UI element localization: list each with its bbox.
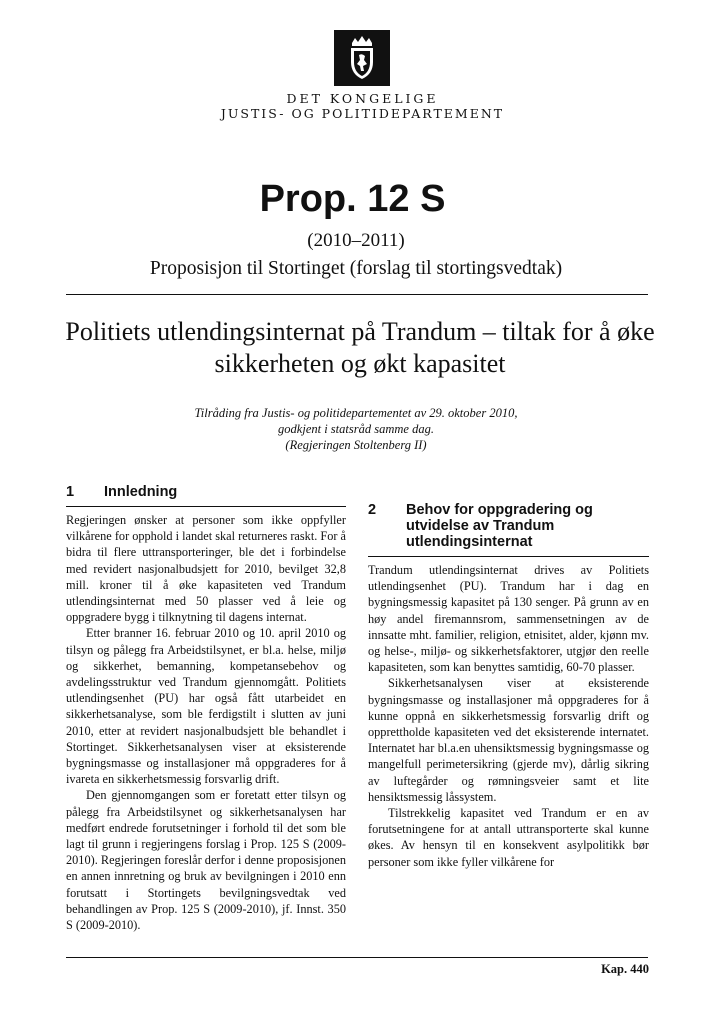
section-2-number: 2 [368,502,377,518]
tilrading-block [0,405,712,453]
tilrading-line2: godkjent i statsråd samme dag. [278,422,434,436]
tilrading-line3: (Regjeringen Stoltenberg II) [285,438,427,452]
department-name-line1: DET KONGELIGE [286,91,439,106]
title-divider [66,294,648,295]
section-1-title: Innledning [104,484,178,500]
section-2-paragraph-1: Trandum utlendingsinternat drives av Politiets utlendingsenhet (PU). Trandum har i dag en bygningsmessig kapasitet på 130 senger. På grunn av en høy andel firemannsrom, sammensetningen av de innsatte mht. familier, religion, etnisitet, alder, kjønn mv. og helse-, miljø- og sikkerhetsfaktorer, utgjør den reelle kapasiteten, som kan benyttes samtidig, 60-70 plasser. [368,563,649,675]
section-2-title: Behov for oppgradering og utvidelse av Trandum utlendingsinternat [406,502,593,550]
section-1-paragraph-3: Den gjennomgangen som er foretatt etter tilsyn og pålegg fra Arbeidstilsynet og sikkerhetsanalysen har medført endrede forutsetninger i forhold til det som ble lagt til grunn i regjeringens forslag i Prop. 125 S (2009-2010). Regjeringen foreslår derfor i denne proposisjonen en annen innretning og bruk av bevilgningen i 2010 enn forutsatt i Stortingets bevilgningsvedtak ved behandlingen av Prop. 125 S (2009-2010), jf. Innst. 350 S (2009-2010). [66,788,346,933]
left-column [66,484,346,933]
section-2-paragraph-2: Sikkerhetsanalysen viser at eksisterende bygningsmasse og installasjoner må oppgraderes for å kunne oppnå en sikkerhetsmessig forsvarlig drift og opprettholde kapasiteten ved det eksisterende internatet. Internatet har bl.a.en uhensiktsmessig bygningsmasse og mangelfull perimetersikring (gjerde mv), dårlig sikring av luftegårder og rømningsveier samt et lite hensiktsmessig låssystem. [368,676,649,804]
section-2-paragraph-3: Tilstrekkelig kapasitet ved Trandum er en av forutsetningene for at antall uttransporterte skal kunne økes. Av hensyn til en konsekvent asylpolitikk bør personer som ikke fyller vilkårene for [368,806,649,869]
section-1-number: 1 [66,484,75,500]
section-1-paragraph-1: Regjeringen ønsker at personer som ikke oppfyller vilkårene for opphold i landet skal returneres raskt. For å bidra til flere uttransporteringer, ble det i forbindelse med revidert nasjonalbudsjett for 2010, bevilget 32,8 mill. kroner til å øke kapasiteten ved Trandum utlendingsinternat med 50 plasser ved å leie og oppgradere bygg i tilknytning til dagens internat. [66,513,347,625]
proposition-year: (2010–2011) [307,230,405,251]
section-2-heading [368,502,649,550]
footer-divider [66,957,648,958]
section-1-rule [66,506,346,507]
chapter-footer: Kap. 440 [601,962,649,976]
right-column [368,484,649,870]
coat-of-arms-icon [334,30,390,86]
proposition-subtitle: Proposisjon til Stortinget (forslag til stortingsvedtak) [149,258,563,279]
department-name-line2: JUSTIS- OG POLITIDEPARTEMENT [220,106,505,121]
section-2-rule [368,556,649,557]
section-1-heading [66,484,346,500]
section-1-paragraph-2: Etter branner 16. februar 2010 og 10. april 2010 og tilsyn og pålegg fra Arbeidstilsynet, er bl.a. helse, miljø og sikkerhet, bemanning, kompetansebehov og avdelingsstruktur ved Trandum gjennomgått. Politiets utlendingsenhet (PU) har også fått utarbeidet en sikkerhetsanalyse, som ble ferdigstilt i slutten av juni 2010, etter at revidert nasjonalbudsjett ble behandlet i Stortinget. Sikkerhetsanalysen viser at eksisterende bygningsmasse og installasjoner må oppgraderes for å ivareta en sikkerhetsmessig forsvarlig drift. [66,626,346,787]
document-main-title: Politiets utlendingsinternat på Trandum – tiltak for å øke sikkerheten og økt kapasitet [65,317,655,378]
proposition-title: Prop. 12 S [259,178,446,220]
tilrading-line1: Tilråding fra Justis- og politidepartementet av 29. oktober 2010, [194,406,518,420]
